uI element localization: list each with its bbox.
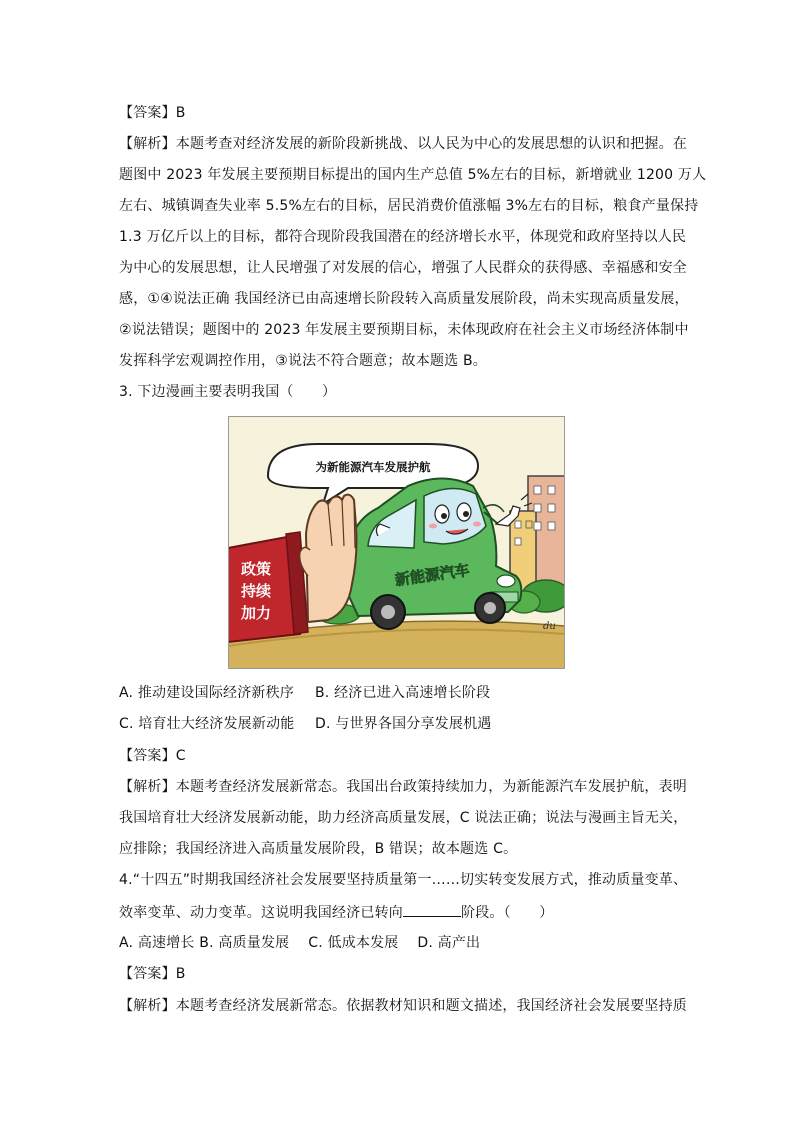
q4-answer: 【答案】B bbox=[119, 966, 186, 982]
sleeve-text: 政策 bbox=[240, 560, 272, 578]
q3-option-b: B. 经济已进入高速增长阶段 bbox=[315, 685, 491, 701]
new-energy-car-cartoon bbox=[228, 416, 565, 669]
sleeve-text: 加力 bbox=[240, 604, 272, 622]
car-label: 新能源汽车 bbox=[393, 560, 471, 590]
q4-options: A. 高速增长 B. 高质量发展 C. 低成本发展 D. 高产出 bbox=[119, 935, 481, 951]
q3-option-c: C. 培育壮大经济发展新动能 bbox=[119, 716, 295, 732]
q3-analysis-line: 【解析】本题考查经济发展新常态。我国出台政策持续加力，为新能源汽车发展护航，表明 bbox=[119, 779, 687, 795]
q2-analysis-line: 为中心的发展思想，让人民增强了对发展的信心，增强了人民群众的获得感、幸福感和安全 bbox=[119, 260, 687, 276]
fill-in-blank bbox=[403, 902, 461, 917]
q2-analysis-line: 感，①④说法正确 我国经济已由高速增长阶段转入高质量发展阶段，尚未实现高质量发展， bbox=[119, 291, 689, 307]
q3-options-row-2 bbox=[119, 714, 491, 734]
sleeve-text: 持续 bbox=[240, 582, 272, 600]
q3-option-d: D. 与世界各国分享发展机遇 bbox=[315, 716, 492, 732]
q4-stem-text: 阶段。（ ） bbox=[461, 905, 554, 921]
q4-stem-text: 效率变革、动力变革。这说明我国经济已转向 bbox=[119, 905, 403, 921]
q3-analysis-line: 应排除；我国经济进入高质量发展阶段，B 错误；故本题选 C。 bbox=[119, 841, 518, 857]
speech-bubble-text: 为新能源汽车发展护航 bbox=[315, 460, 431, 474]
q3-analysis-line: 我国培育壮大经济发展新动能，助力经济高质量发展，C 说法正确；说法与漫画主旨无关， bbox=[119, 810, 688, 826]
q2-analysis-line: 1.3 万亿斤以上的目标，都符合现阶段我国潜在的经济增长水平，体现党和政府坚持以人民 bbox=[119, 229, 687, 245]
q2-answer: 【答案】B bbox=[119, 105, 186, 121]
q2-analysis-line: 【解析】本题考查对经济发展的新阶段新挑战、以人民为中心的发展思想的认识和把握。在 bbox=[119, 136, 687, 152]
q4-stem-line: 4.“十四五”时期我国经济社会发展要坚持质量第一……切实转变发展方式，推动质量变革、 bbox=[119, 872, 688, 888]
q3-options-row-1 bbox=[119, 683, 490, 703]
q3-option-a: A. 推动建设国际经济新秩序 bbox=[119, 685, 295, 701]
q2-analysis-line: ②说法错误；题图中的 2023 年发展主要预期目标，未体现政府在社会主义市场经济体制中 bbox=[119, 322, 689, 338]
q2-analysis-line: 发挥科学宏观调控作用，③说法不符合题意；故本题选 B。 bbox=[119, 353, 488, 369]
artist-signature: du bbox=[543, 621, 556, 632]
q4-analysis-line: 【解析】本题考查经济发展新常态。依据教材知识和题文描述，我国经济社会发展要坚持质 bbox=[119, 998, 687, 1014]
q3-stem: 3. 下边漫画主要表明我国（ ） bbox=[119, 384, 337, 400]
q2-analysis-line: 左右、城镇调查失业率 5.5%左右的目标，居民消费价值涨幅 3%左右的目标，粮食产量保持 bbox=[119, 198, 699, 214]
policy-sleeve bbox=[228, 532, 308, 642]
q3-answer: 【答案】C bbox=[119, 748, 186, 764]
q4-stem-line bbox=[119, 902, 553, 923]
q2-analysis-line: 题图中 2023 年发展主要预期目标提出的国内生产总值 5%左右的目标，新增就业 1200 万人 bbox=[119, 167, 707, 183]
